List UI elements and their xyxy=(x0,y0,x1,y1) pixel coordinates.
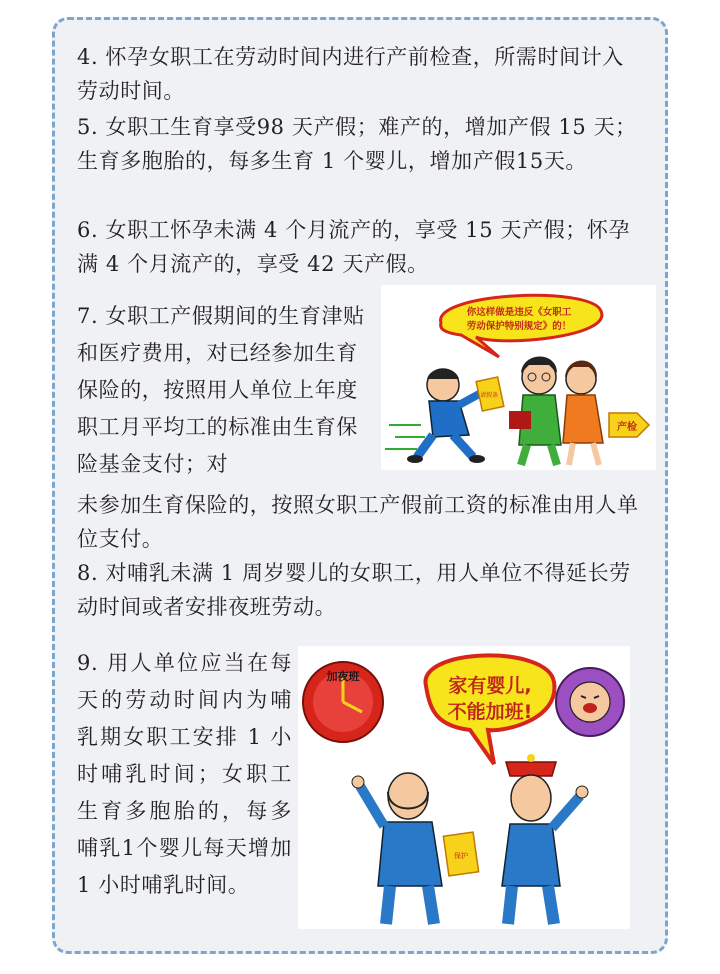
crying-baby-icon xyxy=(556,668,624,736)
svg-text:请假条: 请假条 xyxy=(479,392,499,399)
speech-line-2: 劳动保护特别规定》的！ xyxy=(466,321,572,332)
speech-line-2: 不能加班! xyxy=(447,701,533,723)
paragraph-5: 5. 女职工生育享受98 天产假；难产的，增加产假 15 天；生育多胞胎的，每多生育 1 个婴儿，增加产假15天。 xyxy=(77,115,637,173)
paragraph-8: 8. 对哺乳未满 1 周岁婴儿的女职工，用人单位不得延长劳动时间或者安排夜班劳动。 xyxy=(77,561,631,619)
paragraph-4: 4. 怀孕女职工在劳动时间内进行产前检查，所需时间计入劳动时间。 xyxy=(77,45,624,103)
paragraph-6: 6. 女职工怀孕未满 4 个月流产的，享受 15 天产假；怀孕满 4 个月流产的，享受 42 天产假。 xyxy=(77,218,631,276)
paragraph-7-part1: 7. 女职工产假期间的生育津贴和医疗费用，对已经参加生育保险的，按照用人单位上年度职工月平均工的标准由生育保险基金支付；对 xyxy=(77,304,365,476)
document-icon xyxy=(443,832,478,876)
paragraph-9: 9. 用人单位应当在每天的劳动时间内为哺乳期女职工安排 1 小时哺乳时间；女职工生育多胞胎的，每多哺乳1个婴儿每天增加 1 小时哺乳时间。 xyxy=(77,651,292,897)
speech-line-1: 你这样做是违反《女职工 xyxy=(466,307,572,318)
clock-label: 加夜班 xyxy=(326,670,360,683)
speech-line-1: 家有婴儿, xyxy=(448,675,532,697)
checkup-sign-text: 产检 xyxy=(617,422,637,433)
paragraph-7-part2: 未参加生育保险的，按照女职工产假前工资的标准由用人单位支付。 xyxy=(77,493,639,551)
nursing-time-illustration xyxy=(298,646,630,929)
clock-icon xyxy=(303,662,383,742)
svg-text:保护: 保护 xyxy=(454,852,468,860)
maternity-checkup-illustration xyxy=(381,285,656,470)
